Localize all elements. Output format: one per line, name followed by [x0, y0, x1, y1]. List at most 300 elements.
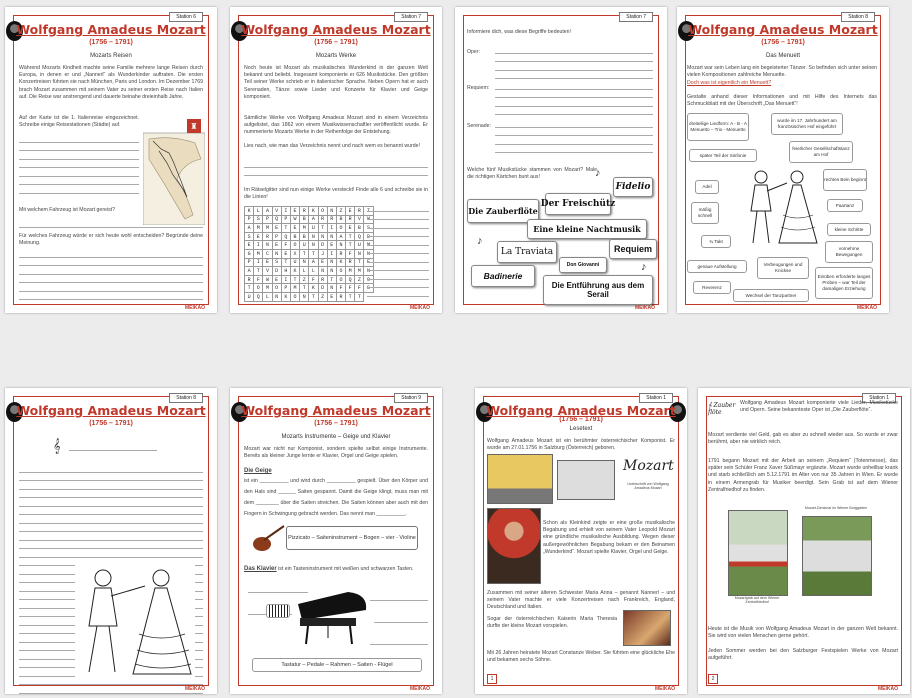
question-3: Für welches Fahrzeug würde er sich heute wohl entscheiden? Begründe deine Meinung. [19, 233, 203, 247]
grid-cell[interactable]: E [272, 241, 281, 250]
grid-cell[interactable]: R [336, 249, 345, 258]
grid-cell[interactable]: T [281, 224, 290, 233]
grid-cell[interactable]: S [272, 258, 281, 267]
caption-2: Mozartgrab auf dem Wiener Zentralfriedhof [734, 596, 780, 605]
station-label: Station 7 [394, 12, 428, 22]
grid-cell[interactable]: L [300, 267, 309, 276]
grid-row [245, 241, 374, 250]
footer-logo: MEIKAO [185, 686, 205, 692]
grid-cell[interactable]: T [300, 249, 309, 258]
section-title: Mozarts Werke [315, 53, 357, 59]
grid-cell[interactable]: O [336, 267, 345, 276]
grid-cell[interactable]: Q [272, 215, 281, 224]
grid-cell[interactable]: E [364, 258, 373, 267]
grid-cell[interactable]: A [309, 258, 318, 267]
grid-cell[interactable]: I [281, 275, 290, 284]
grid-cell[interactable]: O [290, 241, 299, 250]
grid-cell[interactable]: R [245, 275, 254, 284]
paragraph-5: Jeden Sommer werden bei den Salzburger Festspielen Werke von Mozart aufgeführt. [708, 648, 898, 662]
answer-lines [19, 134, 139, 194]
info-box: ¾ Takt [701, 235, 731, 248]
grid-cell[interactable]: R [300, 207, 309, 216]
grid-cell[interactable]: N [327, 207, 336, 216]
music-note-icon: ♪ [595, 167, 601, 179]
station-label: Station 6 [169, 12, 203, 22]
info-box: mäßig schnell [691, 202, 719, 224]
card-don-giovanni[interactable]: Don Giovanni [559, 257, 607, 273]
grid-row [245, 292, 374, 301]
page-title: Wolfgang Amadeus Mozart [16, 403, 206, 418]
italy-map [143, 119, 205, 225]
grid-cell[interactable]: D [318, 241, 327, 250]
page-title: Wolfgang Amadeus Mozart [241, 22, 431, 37]
worksheet-werke [230, 7, 442, 313]
grid-cell[interactable]: Q [254, 292, 263, 301]
grid-cell[interactable]: P [272, 232, 281, 241]
grid-cell[interactable]: N [309, 232, 318, 241]
grid-cell[interactable]: B [355, 224, 364, 233]
grid-cell[interactable]: I [327, 224, 336, 233]
grid-cell[interactable]: V [263, 267, 272, 276]
grid-cell[interactable]: N [355, 249, 364, 258]
grid-cell[interactable]: N [327, 258, 336, 267]
grid-cell[interactable]: F [281, 241, 290, 250]
grid-cell[interactable]: N [318, 232, 327, 241]
grid-cell[interactable]: A [263, 207, 272, 216]
grid-cell[interactable]: Z [318, 292, 327, 301]
grid-cell[interactable]: E [318, 258, 327, 267]
grid-cell[interactable]: L [309, 267, 318, 276]
grid-cell[interactable]: P [263, 215, 272, 224]
grid-cell[interactable]: U [300, 241, 309, 250]
section-title: Mozarts Instrumente – Geige und Klavier [281, 434, 391, 440]
grid-cell[interactable]: N [263, 241, 272, 250]
geige-heading: Die Geige [244, 468, 272, 474]
term-serenade: Serenade: [467, 123, 491, 129]
grid-cell[interactable]: K [309, 207, 318, 216]
grid-cell[interactable]: M [254, 249, 263, 258]
violin-illustration [250, 524, 286, 554]
grid-cell[interactable]: X [290, 249, 299, 258]
grid-cell[interactable]: D [272, 267, 281, 276]
info-box: feierlicher Gesellschaftstanz am Hof [789, 141, 853, 163]
grid-cell[interactable]: F [346, 284, 355, 293]
footer-logo: MEIKAO [857, 305, 877, 311]
card-requiem[interactable]: Requiem [609, 239, 657, 259]
grid-cell[interactable]: P [245, 215, 254, 224]
card-traviata[interactable]: La Traviata [497, 241, 557, 263]
years: (1756 – 1791) [559, 416, 603, 423]
grid-cell[interactable]: T [327, 275, 336, 284]
grid-cell[interactable]: O [336, 224, 345, 233]
grid-cell[interactable]: D [364, 232, 373, 241]
page-title: Wolfgang Amadeus Mozart [688, 22, 878, 37]
maria-theresia-painting [623, 610, 671, 646]
page-title: Wolfgang Amadeus Mozart [16, 22, 206, 37]
grid-cell[interactable]: R [355, 207, 364, 216]
grid-cell[interactable]: I [254, 258, 263, 267]
grid-cell[interactable]: U [245, 292, 254, 301]
paragraph-4: Heute ist die Musik von Wolfgang Amadeus Mozart in der ganzen Welt bekannt. Sie wird von vielen Menschen gerne gehört. [708, 626, 898, 640]
paragraph-4: Sogar der österreichischen Kaiserin Maria Theresia durfte der kleine Mozart vorspielen. [487, 616, 617, 630]
years: (1756 – 1791) [89, 39, 133, 46]
grid-cell[interactable]: K [309, 284, 318, 293]
signature: Mozart [623, 458, 674, 474]
grid-cell[interactable]: K [281, 292, 290, 301]
grid-row [245, 258, 374, 267]
grid-cell[interactable]: J [318, 249, 327, 258]
grid-cell[interactable]: U [290, 258, 299, 267]
grid-cell[interactable]: E [290, 224, 299, 233]
station-label: Station 1 [862, 393, 896, 403]
card-entfuehrung[interactable]: Die Entführung aus dem Serail [543, 275, 653, 305]
page-title: Wolfgang Amadeus Mozart [486, 403, 676, 418]
grid-cell[interactable]: M [364, 241, 373, 250]
treble-clef-icon: 𝄞 [53, 438, 61, 453]
grid-cell[interactable]: Q [281, 232, 290, 241]
grid-cell[interactable]: T [309, 292, 318, 301]
grid-cell[interactable]: O [336, 275, 345, 284]
grid-cell[interactable]: K [336, 258, 345, 267]
grid-cell[interactable]: N [364, 249, 373, 258]
worksheet-menuett-draw [5, 388, 217, 694]
years: (1756 – 1791) [314, 39, 358, 46]
answer-lines [367, 203, 429, 297]
years: (1756 – 1791) [761, 39, 805, 46]
info-box: kleine Schritte [827, 223, 871, 236]
footer-logo: MEIKAO [410, 686, 430, 692]
grid-cell[interactable]: O [254, 284, 263, 293]
info-box: Wechsel der Tanzpartner [733, 289, 809, 302]
answer-lines [19, 219, 203, 228]
answer-lines [495, 45, 653, 79]
grid-cell[interactable]: O [364, 275, 373, 284]
grid-cell[interactable]: K [290, 267, 299, 276]
grid-cell[interactable]: L [254, 207, 263, 216]
klavier-text [244, 566, 428, 573]
question-2: Im Rätselgitter sind nun einige Werke versteckt! Finde alle 6 und schreibe sie in die Linien! [244, 187, 428, 201]
grid-cell[interactable]: N [272, 249, 281, 258]
info-box: dreiteilige Liedform: A - B - A Menuetto – Trio - Menuetto [687, 113, 749, 141]
card-fidelio[interactable]: Fidelio [613, 177, 653, 197]
grid-row [245, 232, 374, 241]
grid-row [245, 207, 374, 216]
grid-cell[interactable]: E [263, 258, 272, 267]
grid-cell[interactable]: E [272, 224, 281, 233]
label-line [374, 614, 428, 623]
grid-cell[interactable]: W [290, 215, 299, 224]
grid-cell[interactable]: T [364, 207, 373, 216]
grid-cell[interactable]: T [355, 258, 364, 267]
child-mozart-portrait [487, 508, 541, 584]
grid-cell[interactable]: N [336, 241, 345, 250]
grid-cell[interactable]: N [327, 232, 336, 241]
question-1: Auf der Karte ist die 1. Italienreise eingezeichnet. Schreibe einige Reisestationen (Städte) auf. [19, 115, 139, 129]
answer-lines [495, 119, 653, 153]
grid-cell[interactable]: E [290, 207, 299, 216]
section-title: Lesetext [569, 426, 593, 432]
signature-caption: Unterschrift von Wolfgang Amadeus Mozart [627, 482, 669, 491]
grid-cell[interactable]: B [336, 215, 345, 224]
grid-cell[interactable]: F [346, 249, 355, 258]
grid-cell[interactable]: T [346, 292, 355, 301]
label-line [370, 592, 428, 601]
klavier-desc: ist ein Tasteninstrument mit weißen und schwarzen Tasten. [278, 566, 414, 572]
grid-cell[interactable]: C [263, 249, 272, 258]
grid-cell[interactable]: E [245, 241, 254, 250]
dancers-illustration [75, 564, 195, 680]
info-box: wurde im 17. Jahrhundert am französischen Hof eingeführt [771, 113, 843, 135]
info-box: rechtes Bein beginnt [823, 169, 867, 191]
zauberfloete-logo: 𝄞 Zauber flöte [708, 402, 736, 416]
card-nachtmusik[interactable]: Eine kleine Nachtmusik [527, 219, 647, 239]
grid-cell[interactable]: E [327, 292, 336, 301]
grid-cell[interactable]: F [309, 275, 318, 284]
grid-row [245, 224, 374, 233]
intro-text: Noch heute ist Mozart als musikalisches Wunderkind in der ganzen Welt bekannt und beliebt. Insgesamt komponierte er 626 Musikstücke. Den größten Teil seiner Werke schrieb er in italienischer Sprache. Neben Opern hat er auch Serenaden, Tänze sowie Lieder und Konzerte für Klavier und Geige komponiert. [244, 65, 428, 100]
worksheet-instrumente [230, 388, 442, 694]
grid-cell[interactable]: T [346, 232, 355, 241]
birthplace-photo [487, 454, 553, 504]
worksheet-lesetext-1 [475, 388, 687, 694]
station-label: Station 8 [169, 393, 203, 403]
grid-cell[interactable]: T [245, 284, 254, 293]
grid-cell[interactable]: T [254, 267, 263, 276]
grid-cell[interactable]: E [346, 224, 355, 233]
grid-cell[interactable]: E [272, 275, 281, 284]
info-box: Reverenz [693, 281, 731, 294]
grid-cell[interactable]: E [254, 232, 263, 241]
grid-cell[interactable]: N [300, 292, 309, 301]
geige-text: ist ein __________ und wird durch __________ gespielt. Über den Körper und den Hals sind ______ Saiten gespannt. Damit die Geige klingt, muss man mit dem ________ über die Saiten streichen. Die Saiten können aber auch mit den Fingern in Schwingung gebracht werden. Das nennt man __________. [244, 478, 428, 517]
denkmal-photo [728, 510, 788, 596]
grid-cell[interactable]: I [327, 249, 336, 258]
grid-row [245, 275, 374, 284]
info-box: Adel [695, 180, 719, 194]
grid-cell[interactable]: D [318, 284, 327, 293]
grid-cell[interactable]: R [336, 292, 345, 301]
grid-cell[interactable]: P [281, 215, 290, 224]
grid-row [245, 249, 374, 258]
card-zauberfloete[interactable]: Die Zauberflöte [467, 199, 539, 223]
grid-cell[interactable]: E [281, 249, 290, 258]
page-number: 2 [708, 674, 718, 684]
grid-cell[interactable]: B [300, 232, 309, 241]
station-label: Station 1 [639, 393, 673, 403]
grid-cell[interactable]: S [254, 215, 263, 224]
grid-cell[interactable]: K [245, 207, 254, 216]
worksheet-reisen [5, 7, 217, 313]
grid-cell[interactable]: Z [300, 275, 309, 284]
grid-cell[interactable]: M [355, 267, 364, 276]
paragraph-1: Wolfgang Amadeus Mozart komponierte viele Lieder, Musikstücke und Opern. Seine bekannteste Oper ist „Die Zauberflöte“. [740, 400, 898, 414]
answer-lines [19, 249, 203, 300]
section-title: Das Menuett [765, 53, 801, 59]
grid-cell[interactable]: B [290, 232, 299, 241]
caption-1: Mozart-Denkmal im Wiener Burggarten [804, 506, 868, 510]
grid-cell[interactable]: M [346, 267, 355, 276]
grid-cell[interactable]: S [364, 224, 373, 233]
grid-cell[interactable]: H [281, 267, 290, 276]
grid-cell[interactable]: G [245, 249, 254, 258]
grid-cell[interactable]: A [245, 267, 254, 276]
years: (1756 – 1791) [314, 420, 358, 427]
grid-cell[interactable]: R [263, 232, 272, 241]
grid-cell[interactable]: A [309, 215, 318, 224]
grid-cell[interactable]: N [300, 258, 309, 267]
paragraph-3: Zusammen mit seiner älteren Schwester Maria Anna – genannt Nannerl – und seinem Vater machte er viele Konzertreisen nach Frankreich, England, Deutschland und Italien. [487, 590, 675, 611]
info-box: Einüben erforderte langes Proben – war Teil der damaligen Erziehung [815, 267, 873, 299]
grid-cell[interactable]: V [355, 215, 364, 224]
grid-cell[interactable]: P [281, 284, 290, 293]
grid-cell[interactable]: R [318, 215, 327, 224]
grid-cell[interactable]: M [254, 224, 263, 233]
grid-cell[interactable]: A [245, 224, 254, 233]
grid-cell[interactable]: Q [346, 275, 355, 284]
grid-row [245, 215, 374, 224]
grid-cell[interactable]: S [245, 232, 254, 241]
plaque-photo [557, 460, 615, 500]
intro-text: Während Mozarts Kindheit machte seine Familie mehrere lange Reisen durch Europa, in denen er und „Nannerl“ als Wunderkinder auftraten. Die ersten Konzertreisen führten sie nach München, Paris und London. Im Dezember 1769 brach Mozart zusammen mit seinem Vater zu seiner ersten Reise nach Italien auf. Die Reise war anstrengend und dauerte beinahe dreieinhalb Jahre. [19, 65, 203, 100]
paragraph: Sämtliche Werke von Wolfgang Amadeus Mozart sind in einem Verzeichnis aufgelistet, das 1862 von einem Musikwissenschaftler veröffentlicht wurde. Er nummerierte Mozarts Werke in der Reihenfolge der Entstehung. [244, 115, 428, 136]
question-link[interactable]: Doch was ist eigentlich ein Menuett? [687, 80, 772, 86]
grave-photo [802, 516, 872, 596]
grid-cell[interactable]: Q [355, 232, 364, 241]
grid-cell[interactable]: S [364, 284, 373, 293]
grid-cell[interactable]: M [300, 224, 309, 233]
grid-cell[interactable]: M [263, 224, 272, 233]
grid-cell[interactable]: T [355, 292, 364, 301]
question-1: Lies nach, wie man das Verzeichnis nennt und nach wem es benannt wurde! [244, 143, 420, 149]
music-note-icon: ♪ [641, 261, 647, 273]
paragraph-5: Mit 26 Jahren heiratete Mozart Constanze Weber. Sie führten eine glückliche Ehe und bekamen sechs Söhne. [487, 650, 675, 664]
grid-row [245, 267, 374, 276]
grid-cell[interactable]: Z [336, 207, 345, 216]
worksheet-lesetext-2 [698, 388, 910, 694]
grid-cell[interactable]: Z [355, 275, 364, 284]
grid-cell[interactable]: W [364, 215, 373, 224]
grid-cell[interactable]: O [272, 284, 281, 293]
grid-cell[interactable]: F [336, 284, 345, 293]
section-title: Mozarts Reisen [90, 53, 132, 59]
keyboard-icon [266, 604, 290, 618]
word-box: Pizzicato – Saiteninstrument – Bogen – vier - Violine [286, 526, 418, 550]
instruction: Informiere dich, was diese Begriffe bedeuten! [467, 29, 572, 35]
station-label: Station 7 [619, 12, 653, 22]
grid-cell[interactable]: R [346, 215, 355, 224]
paragraph-2: Schon als Kleinkind zeigte er eine große musikalische Begabung und erhielt von seinem Vater Leopold Mozart eine gründliche musikalische Ausbildung. Wegen dieser außergewöhnlichen Begabung bekam er den Beinamen „Wunderkind“. Mozart spielte Klavier, Orgel und Geige. [543, 520, 675, 555]
footer-logo: MEIKAO [410, 305, 430, 311]
word-search-grid [244, 206, 374, 302]
word-box: Tastatur – Pedale – Rahmen – Saiten - Flügel [252, 658, 422, 672]
piano-illustration [288, 586, 370, 646]
intro-text: Mozart war nicht nur Komponist, sondern spielte selbst einige Instrumente. Bereits als kleiner Junge lernte er Klavier, Orgel und Geige spielen. [244, 446, 428, 460]
question-2: Mit welchem Fahrzeug ist Mozart gereist? [19, 207, 116, 213]
klavier-heading: Das Klavier [244, 566, 277, 572]
info-box: später Teil der Sinfonie [689, 149, 757, 162]
footer-logo: MEIKAO [635, 305, 655, 311]
grid-cell[interactable]: N [318, 267, 327, 276]
label-line [370, 636, 428, 645]
grid-cell[interactable]: L [263, 292, 272, 301]
grid-cell[interactable]: E [346, 207, 355, 216]
grid-cell[interactable]: T [346, 241, 355, 250]
heading-line [69, 442, 157, 451]
worksheet-menuett [677, 7, 889, 313]
grid-cell[interactable]: U [309, 224, 318, 233]
grid-cell[interactable]: R [327, 215, 336, 224]
grid-cell[interactable]: U [355, 241, 364, 250]
intro-text: Mozart war sein Leben lang ein begeisterter Tänzer. So befinden sich unter seinen vielen Kompositionen zahlreiche Menuette. [687, 65, 877, 79]
grid-row [245, 284, 374, 293]
card-badinerie[interactable]: Badinerie [471, 265, 535, 287]
grid-cell[interactable]: I [281, 207, 290, 216]
grid-cell[interactable]: T [290, 275, 299, 284]
grid-cell[interactable]: O [318, 207, 327, 216]
info-box: Verbeugungen und Knickse [757, 257, 809, 279]
term-requiem: Requiem: [467, 85, 490, 91]
answer-lines [244, 159, 428, 176]
footer-logo: MEIKAO [655, 686, 675, 692]
info-box: Paartanz [827, 199, 863, 212]
task-text: Gestalte anhand dieser Informationen und mit Hilfe des Internets das Schmuckblatt mit der Überschrift „Das Menuett“! [687, 94, 877, 108]
grid-cell[interactable]: I [254, 241, 263, 250]
music-note-icon: ♪ [477, 235, 483, 247]
grid-cell[interactable]: B [300, 215, 309, 224]
footer-logo: MEIKAO [185, 305, 205, 311]
station-label: Station 8 [841, 12, 875, 22]
card-freischuetz[interactable]: Der Freischütz [545, 193, 611, 215]
grid-cell[interactable]: N [309, 241, 318, 250]
question: Welche fünf Musikstücke stammen von Mozart? Male die richtigen Kärtchen bunt aus! [467, 167, 597, 181]
station-label: Station 9 [394, 393, 428, 403]
paragraph-1: Wolfgang Amadeus Mozart ist ein berühmter österreichischer Komponist. Er wurde am 27.01.1756 in Salzburg (Österreich) geboren. [487, 438, 675, 452]
grid-cell[interactable]: N [327, 267, 336, 276]
page-title: Wolfgang Amadeus Mozart [241, 403, 431, 418]
svg-text:♜: ♜ [190, 122, 198, 131]
grid-cell[interactable]: M [263, 284, 272, 293]
grid-cell[interactable]: W [263, 275, 272, 284]
grid-cell[interactable]: T [318, 224, 327, 233]
grid-cell[interactable]: T [281, 258, 290, 267]
grid-cell[interactable]: R [318, 275, 327, 284]
grid-cell[interactable]: F [355, 284, 364, 293]
grid-cell[interactable]: N [364, 267, 373, 276]
term-oper: Oper: [467, 49, 480, 55]
grid-cell[interactable]: N [327, 284, 336, 293]
answer-lines [495, 81, 653, 115]
grid-cell[interactable]: R [346, 258, 355, 267]
grid-cell[interactable]: A [336, 232, 345, 241]
footer-logo: MEIKAO [878, 686, 898, 692]
grid-cell[interactable]: E [327, 241, 336, 250]
info-box: vornehme Bewegungen [825, 241, 873, 263]
grid-cell[interactable]: F [254, 275, 263, 284]
dancers-illustration [739, 165, 821, 249]
grid-cell[interactable]: N [272, 292, 281, 301]
grid-cell[interactable]: M [290, 284, 299, 293]
grid-cell[interactable]: O [290, 292, 299, 301]
worksheet-begriffe [455, 7, 667, 313]
paragraph-2: Mozart verdiente viel Geld, gab es aber zu schnell wieder aus. So wurde er zwar berühmt, aber nie wirklich reich. [708, 432, 898, 446]
grid-cell[interactable]: V [272, 207, 281, 216]
info-box: genaue Aufstellung [687, 260, 747, 273]
grid-cell[interactable]: T [300, 284, 309, 293]
page-number: 1 [487, 674, 497, 684]
grid-cell[interactable]: P [245, 258, 254, 267]
years: (1756 – 1791) [89, 420, 133, 427]
grid-cell[interactable]: T [309, 249, 318, 258]
